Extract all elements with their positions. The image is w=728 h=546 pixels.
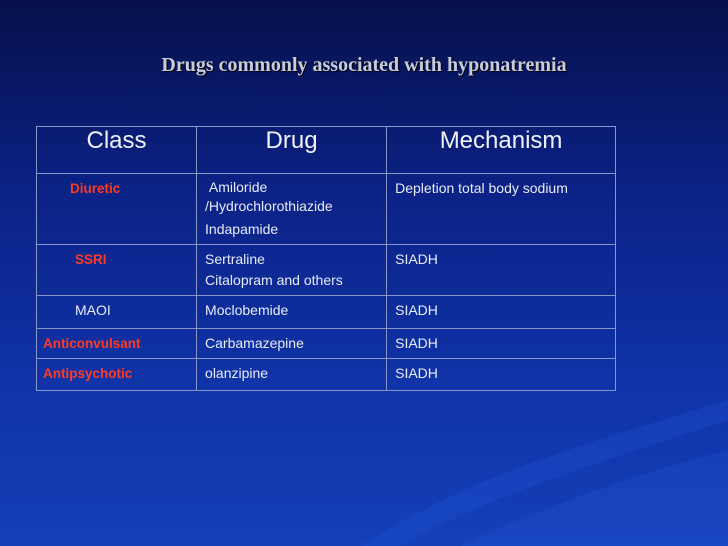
class-cell: Diuretic: [70, 181, 121, 196]
class-cell: MAOI: [75, 302, 111, 318]
header-drug: Drug: [197, 127, 387, 174]
drug-cell: [197, 296, 386, 325]
drug-cell: [197, 245, 386, 295]
table-row: [37, 245, 616, 296]
drug-name: Indapamide: [205, 221, 279, 237]
drug-table: [36, 126, 616, 391]
class-cell: Anticonvulsant: [43, 336, 141, 351]
mechanism-cell: SIADH: [395, 335, 438, 351]
table-row: [37, 296, 616, 329]
drug-cell: [197, 174, 386, 244]
drug-cell: [197, 359, 386, 388]
drug-cell: [197, 329, 386, 358]
drug-name: olanzipine: [205, 365, 269, 381]
mechanism-cell: Depletion total body sodium: [395, 180, 568, 196]
table-row: [37, 359, 616, 391]
drug-name: Carbamazepine: [205, 335, 304, 351]
class-cell: SSRI: [75, 252, 107, 267]
slide-title: Drugs commonly associated with hyponatremia: [161, 54, 567, 76]
header-mechanism: Mechanism: [387, 127, 616, 174]
drug-name: Citalopram and others: [205, 272, 343, 288]
table-header-row: [37, 127, 616, 174]
drug-name: Moclobemide: [205, 302, 289, 318]
class-cell: Antipsychotic: [43, 366, 133, 381]
mechanism-cell: SIADH: [395, 302, 438, 318]
header-class: Class: [37, 127, 197, 174]
drug-name: Amiloride /Hydrochlorothiazide: [205, 179, 333, 214]
table-row: [37, 329, 616, 359]
mechanism-cell: SIADH: [395, 365, 438, 381]
table-row: [37, 174, 616, 245]
drug-name: Sertraline: [205, 251, 265, 267]
mechanism-cell: SIADH: [395, 251, 438, 267]
